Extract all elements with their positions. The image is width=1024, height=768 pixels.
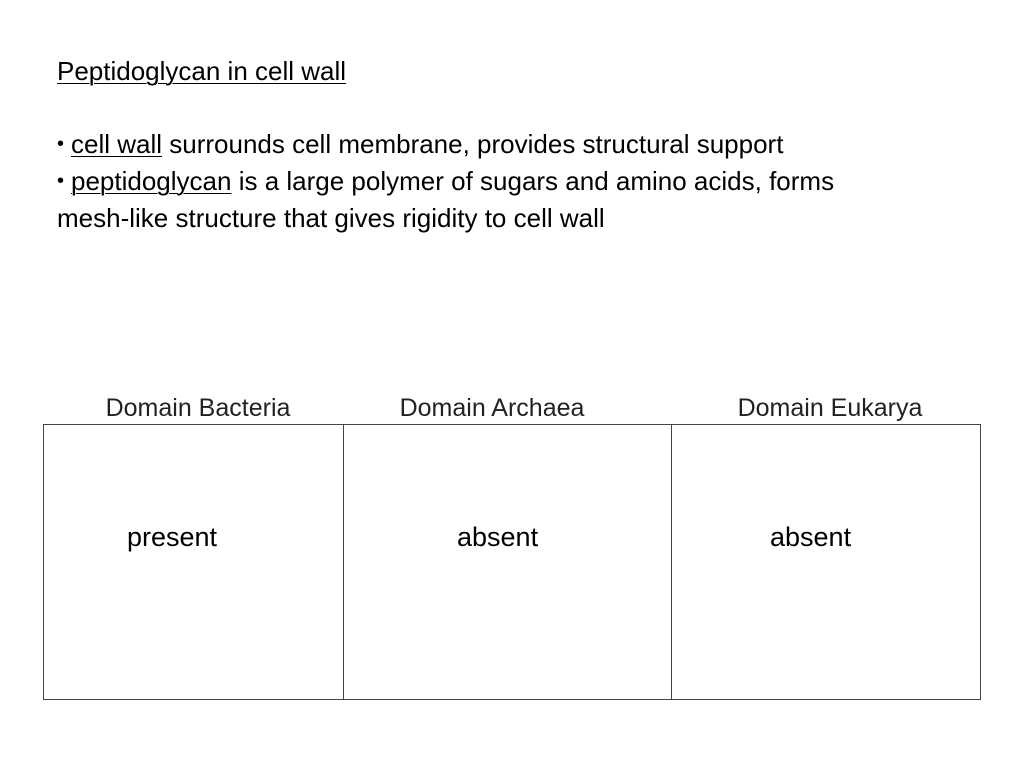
cell-value-eukarya: absent xyxy=(770,522,852,552)
bullet-item-cell-wall xyxy=(57,126,1007,163)
bullet-text: is a large polymer of sugars and amino acids, forms xyxy=(231,166,835,196)
cell-archaea xyxy=(343,425,671,699)
bullet-term: peptidoglycan xyxy=(71,166,232,196)
bullet-item-peptidoglycan xyxy=(57,163,1007,200)
column-header-eukarya: Domain Eukarya xyxy=(737,394,923,422)
bullet-list xyxy=(57,126,1007,237)
column-header-bacteria: Domain Bacteria xyxy=(105,394,291,422)
slide-title: Peptidoglycan in cell wall xyxy=(57,56,347,86)
cell-value-bacteria: present xyxy=(127,522,218,552)
bullet-continuation: mesh-like structure that gives rigidity to cell wall xyxy=(57,203,605,233)
cell-eukarya xyxy=(671,425,980,699)
cell-bacteria xyxy=(44,425,343,699)
bullet-text: surrounds cell membrane, provides structural support xyxy=(162,129,784,159)
domain-comparison-table xyxy=(43,424,981,700)
column-header-archaea: Domain Archaea xyxy=(399,394,585,422)
bullet-marker: • xyxy=(57,133,65,155)
cell-value-archaea: absent xyxy=(457,522,539,552)
bullet-term: cell wall xyxy=(71,129,163,159)
bullet-marker: • xyxy=(57,170,65,192)
